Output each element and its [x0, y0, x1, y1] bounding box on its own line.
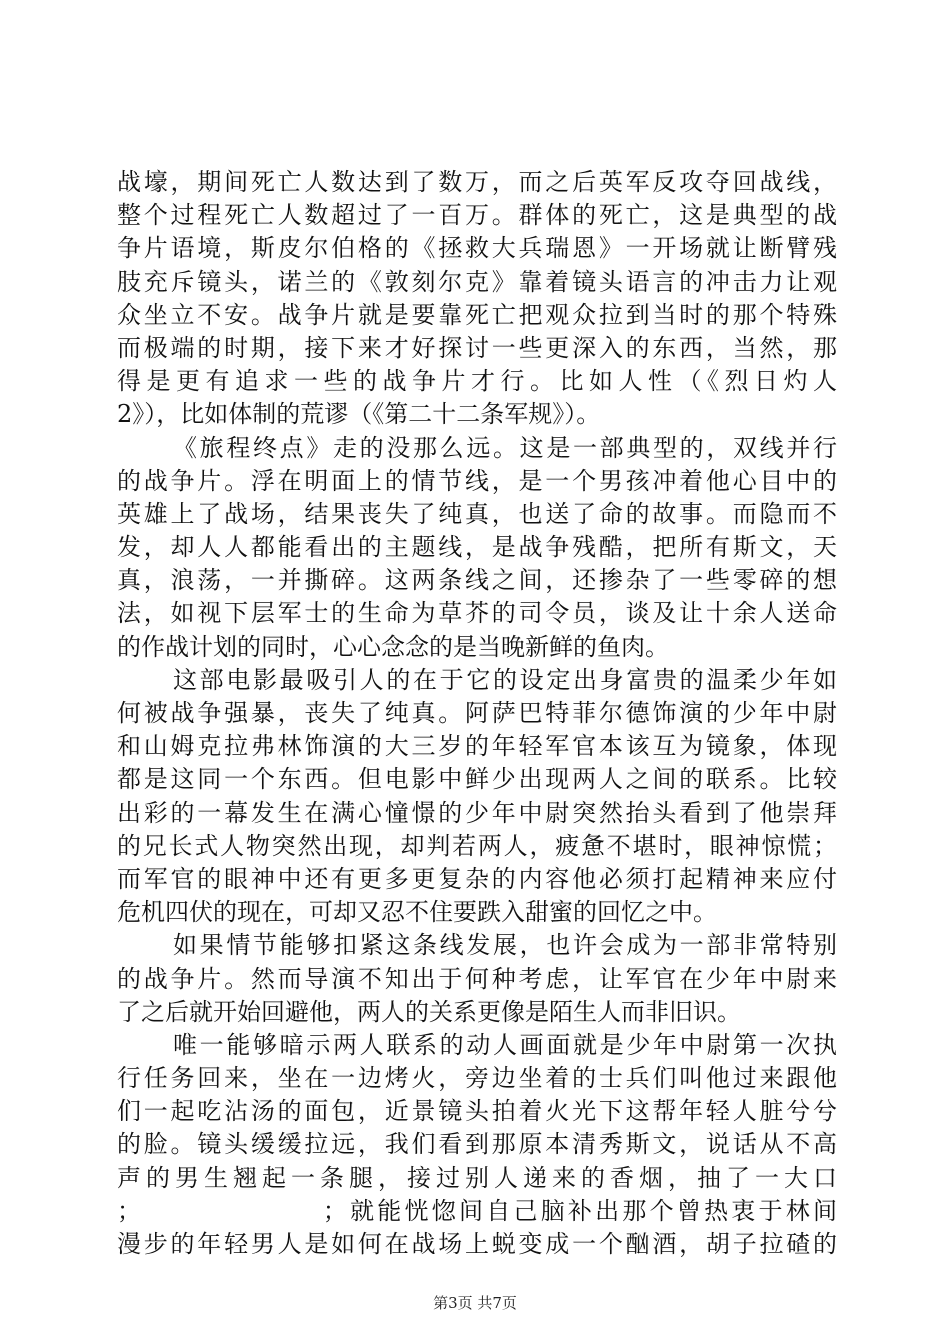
- text-line: 而极端的时期，接下来才好探讨一些更深入的东西，当然，那: [117, 333, 837, 362]
- text-line: 众坐立不安。战争片就是要靠死亡把观众拉到当时的那个特殊: [117, 300, 837, 329]
- text-line: 得是更有追求一些的战争片才行。比如人性（《烈日灼人: [117, 367, 837, 396]
- text-line: 声的男生翘起一条腿，接过别人递来的香烟，抽了一大口: [117, 1163, 837, 1192]
- text-line: 何被战争强暴，丧失了纯真。阿萨巴特菲尔德饰演的少年中尉: [117, 699, 837, 727]
- text-line: 和山姆克拉弗林饰演的大三岁的年轻军官本该互为镜象，体现: [117, 732, 837, 761]
- paragraph-first-line: 这部电影最吸引人的在于它的设定出身富贵的温柔少年如: [173, 665, 837, 694]
- text-line: 英雄上了战场，结果丧失了纯真，也送了命的故事。而隐而不: [117, 499, 837, 528]
- text-line: 而军官的眼神中还有更多更复杂的内容他必须打起精神来应付: [117, 864, 837, 893]
- paragraph-first-line: 唯一能够暗示两人联系的动人画面就是少年中尉第一次执: [173, 1030, 837, 1059]
- text-line: 出彩的一幕发生在满心憧憬的少年中尉突然抬头看到了他崇拜: [117, 798, 837, 827]
- text-line: 整个过程死亡人数超过了一百万。群体的死亡，这是典型的战: [117, 201, 837, 230]
- text-line: 肢充斥镜头，诺兰的《敦刻尔克》靠着镜头语言的冲击力让观: [117, 267, 837, 296]
- text-line: 的脸。镜头缓缓拉远，我们看到那原本清秀斯文，说话从不高: [117, 1130, 837, 1159]
- text-line: 真，浪荡，一并撕碎。这两条线之间，还掺杂了一些零碎的想: [117, 566, 837, 595]
- text-line: 漫步的年轻男人是如何在战场上蜕变成一个酗酒，胡子拉碴的: [117, 1230, 837, 1258]
- text-line: 危机四伏的现在，可却又忍不住要跌入甜蜜的回忆之中。: [117, 898, 717, 927]
- text-line: 的战争片。然而导演不知出于何种考虑，让军官在少年中尉来: [117, 964, 837, 993]
- text-line: 行任务回来，坐在一边烤火，旁边坐着的士兵们叫他过来跟他: [117, 1064, 837, 1093]
- paragraph-first-line: 如果情节能够扣紧这条线发展，也许会成为一部非常特别: [173, 931, 837, 960]
- text-line: 了之后就开始回避他，两人的关系更像是陌生人而非旧识。: [117, 997, 741, 1026]
- text-line: 法，如视下层军士的生命为草芥的司令员，谈及让十余人送命: [117, 599, 837, 628]
- text-line: 的作战计划的同时，心心念念的是当晚新鲜的鱼肉。: [117, 632, 669, 661]
- text-line: 的兄长式人物突然出现，却判若两人，疲惫不堪时，眼神惊慌；: [117, 831, 837, 860]
- text-line: 发，却人人都能看出的主题线，是战争残酷，把所有斯文，天: [117, 533, 837, 562]
- text-line: 争片语境，斯皮尔伯格的《拯救大兵瑞恩》一开场就让断臂残: [117, 234, 837, 263]
- paragraph-first-line: 《旅程终点》走的没那么远。这是一部典型的，双线并行: [173, 433, 837, 462]
- text-line: 2》），比如体制的荒谬（《第二十二条军规》）。: [117, 400, 601, 429]
- page-footer: 第3页 共7页: [433, 1294, 517, 1312]
- text-line: 战壕，期间死亡人数达到了数万，而之后英军反攻夺回战线，: [117, 168, 837, 196]
- text-line: 都是这同一个东西。但电影中鲜少出现两人之间的联系。比较: [117, 765, 837, 794]
- text-line: 们一起吃沾汤的面包，近景镜头拍着火光下这帮年轻人脏兮兮: [117, 1097, 837, 1126]
- body-text: [117, 166, 837, 1261]
- text-line: 的战争片。浮在明面上的情节线，是一个男孩冲着他心目中的: [117, 466, 837, 495]
- text-line: ； ；就能恍惚间自己脑补出那个曾热衷于林间: [117, 1196, 837, 1225]
